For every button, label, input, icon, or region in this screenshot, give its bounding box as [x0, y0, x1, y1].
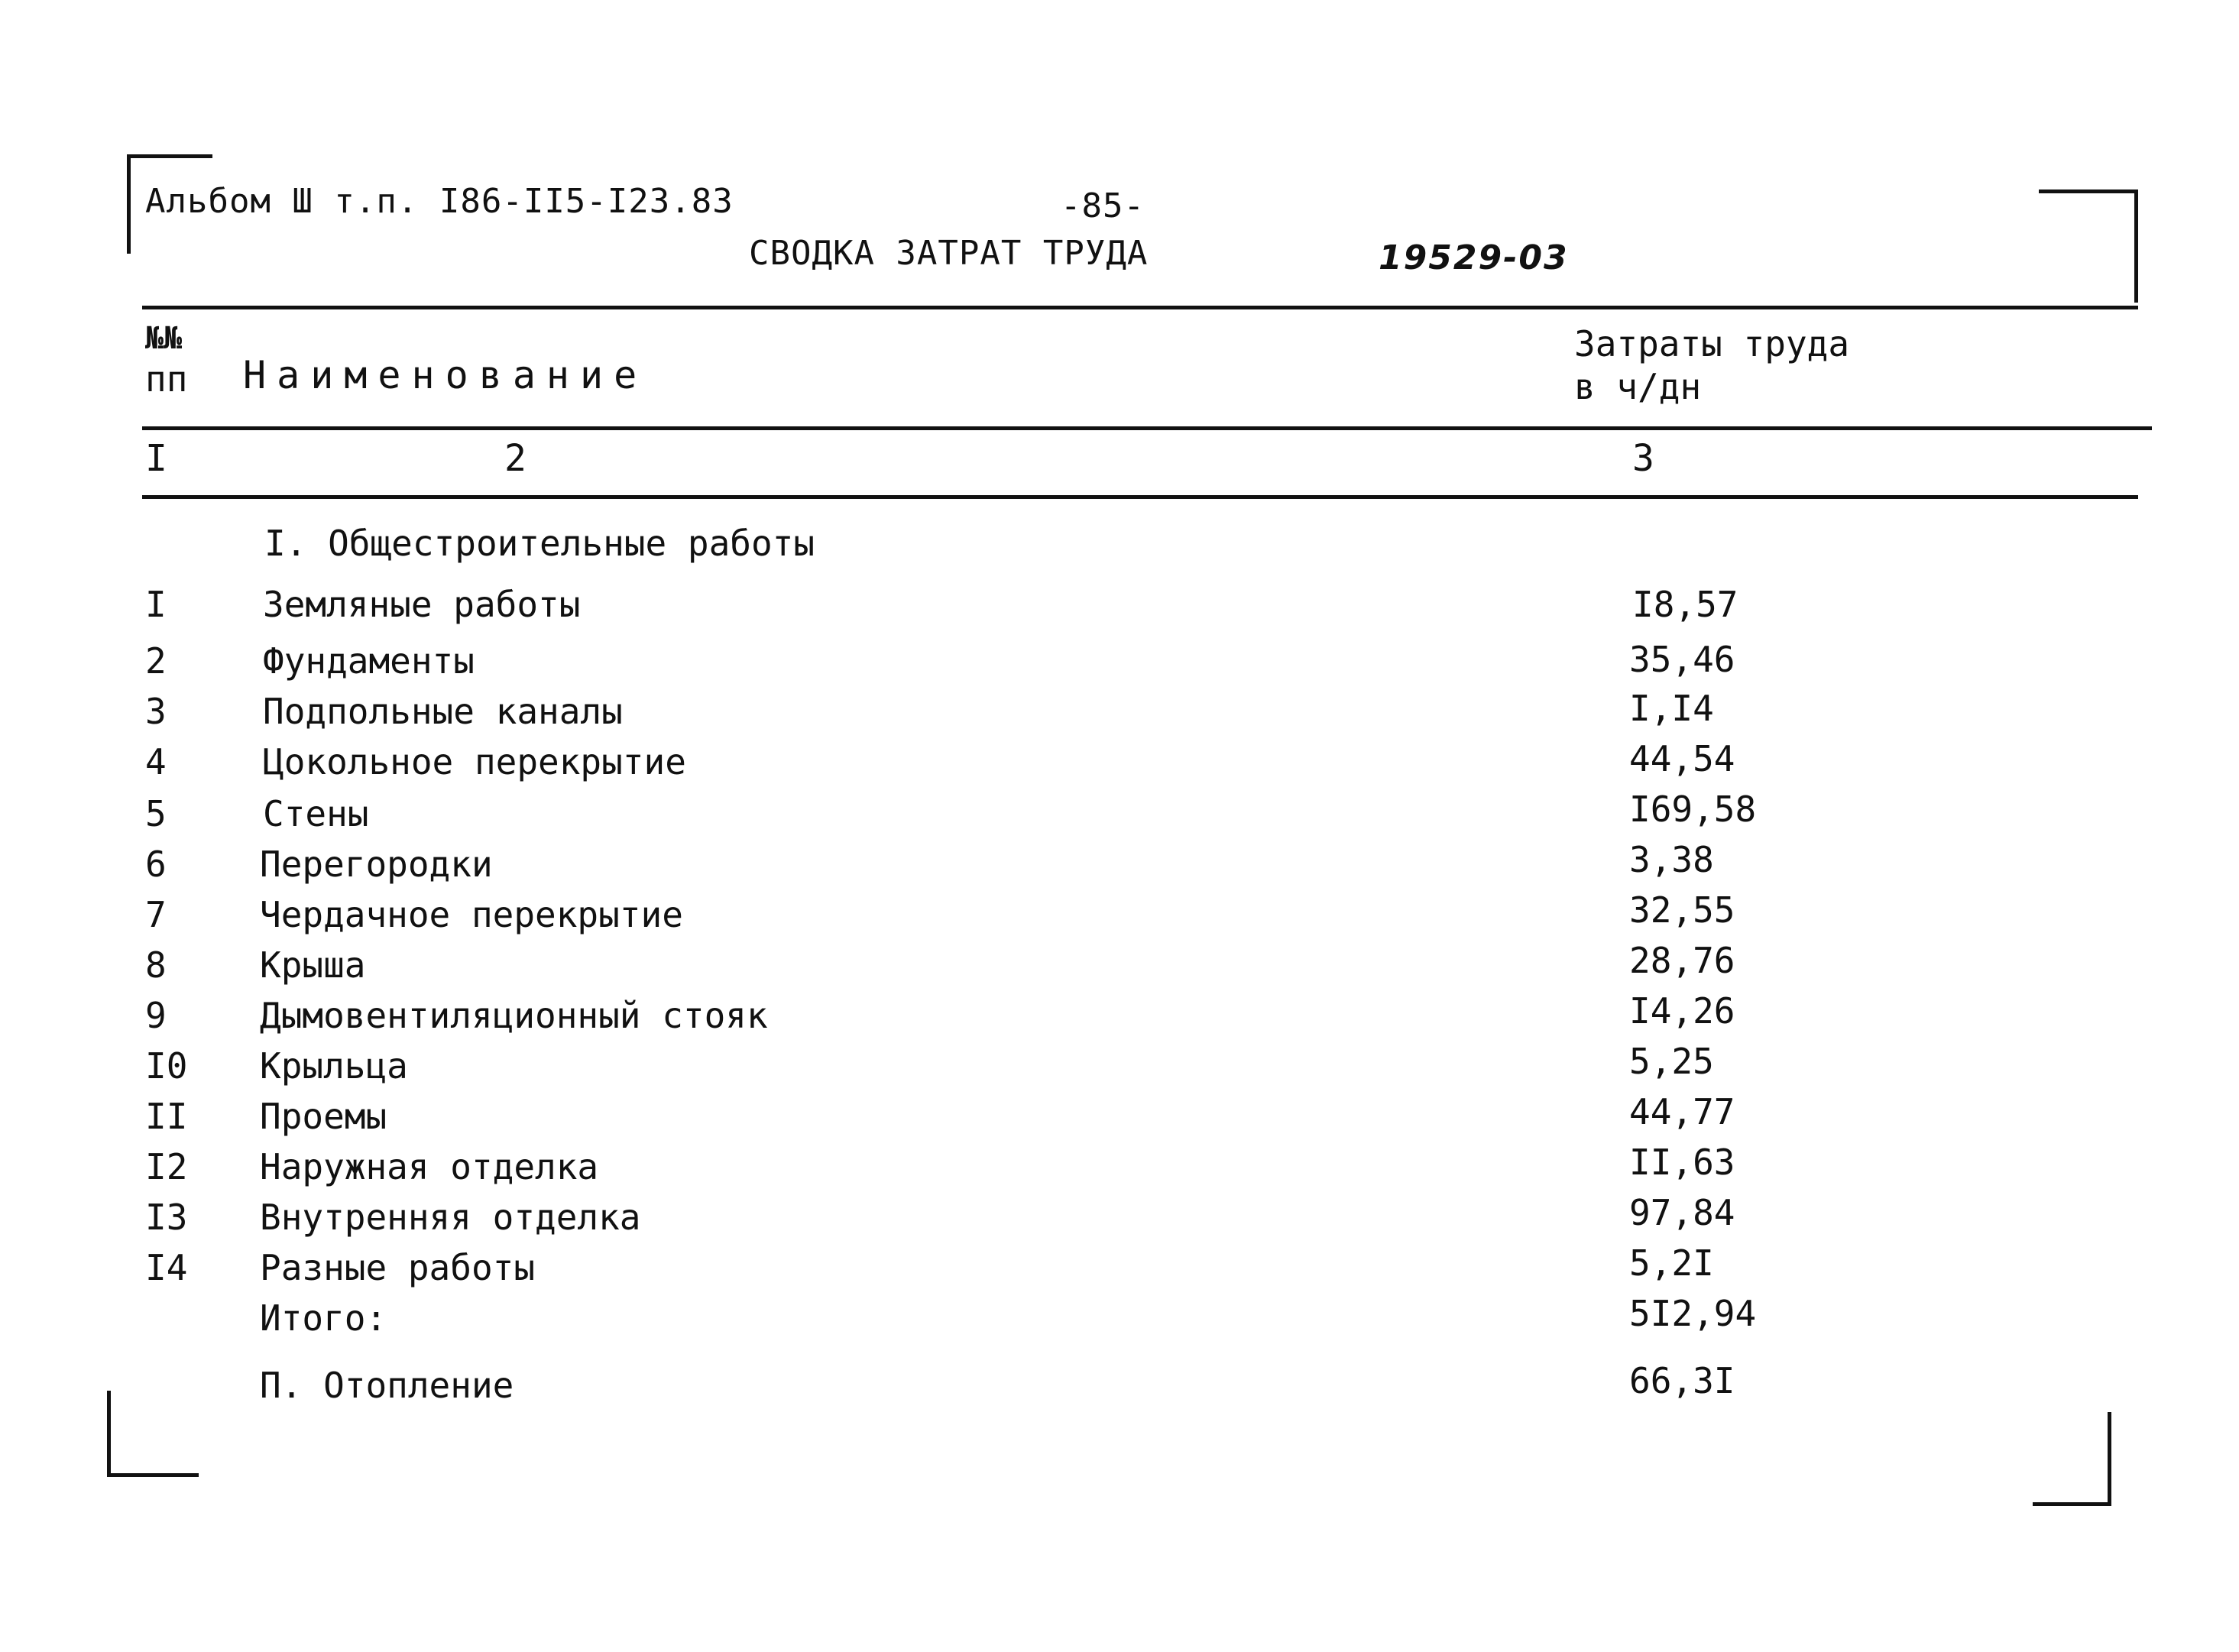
- row-number: 5: [145, 793, 167, 834]
- row-number: 4: [145, 741, 167, 782]
- row-value: 32,55: [1629, 889, 1735, 931]
- corner-bracket-bottom-left-v: [107, 1391, 111, 1476]
- album-reference: Альбом Ш т.п. I86-II5-I23.83: [145, 182, 734, 221]
- num-column-header-line2: пп: [145, 358, 188, 400]
- row-number: 6: [145, 844, 167, 885]
- row-value: I69,58: [1629, 789, 1757, 830]
- num-column-header-line1: №№: [145, 321, 183, 356]
- row-name: Подпольные каналы: [263, 691, 623, 732]
- document-code: 19529-03: [1379, 238, 1569, 277]
- row-name: Крыльца: [260, 1045, 408, 1087]
- row-name: Внутренняя отделка: [260, 1197, 641, 1238]
- row-name: Фундаменты: [263, 640, 475, 682]
- corner-bracket-top-left-h: [127, 154, 212, 158]
- row-value: 44,77: [1629, 1091, 1735, 1132]
- page-title: СВОДКА ЗАТРАТ ТРУДА: [749, 234, 1149, 273]
- total-label: Итого:: [260, 1297, 387, 1339]
- section-title: П. Отопление: [260, 1365, 514, 1406]
- row-name: Разные работы: [260, 1247, 536, 1288]
- row-number: 2: [145, 640, 167, 682]
- cost-column-header: [1574, 322, 1849, 408]
- row-number: 9: [145, 995, 167, 1036]
- row-value: 5,2I: [1629, 1242, 1714, 1284]
- row-value: 3,38: [1629, 839, 1714, 880]
- page-number: -85-: [1061, 186, 1145, 225]
- row-number: 8: [145, 944, 167, 986]
- cost-column-header-line2: в ч/дн: [1574, 366, 1702, 407]
- row-name: Проемы: [260, 1096, 387, 1137]
- total-value: 5I2,94: [1629, 1293, 1757, 1334]
- row-number: 7: [145, 894, 167, 935]
- section-title: I. Общестроительные работы: [264, 523, 815, 564]
- row-value: II,63: [1629, 1142, 1735, 1183]
- row-name: Крыша: [260, 944, 366, 986]
- num-column-header: [145, 319, 187, 400]
- corner-bracket-top-right-h: [2039, 189, 2138, 193]
- row-number: I3: [145, 1197, 188, 1238]
- table-colnum-rule: [142, 495, 2138, 499]
- row-value: I,I4: [1629, 688, 1714, 729]
- row-name: Перегородки: [260, 844, 493, 885]
- row-number: I: [145, 584, 167, 625]
- row-value: 97,84: [1629, 1192, 1735, 1233]
- row-number: I0: [145, 1045, 188, 1087]
- name-column-header: Наименование: [243, 353, 648, 397]
- row-number: II: [145, 1096, 188, 1137]
- row-value: 35,46: [1629, 639, 1735, 680]
- section-value: 66,3I: [1629, 1360, 1735, 1401]
- row-name: Чердачное перекрытие: [260, 894, 683, 935]
- row-value: 5,25: [1629, 1041, 1714, 1082]
- row-name: Земляные работы: [263, 584, 581, 625]
- row-name: Дымовентиляционный стояк: [260, 995, 768, 1036]
- row-name: Стены: [263, 793, 369, 834]
- row-number: 3: [145, 691, 167, 732]
- row-number: I2: [145, 1146, 188, 1187]
- row-value: I4,26: [1629, 990, 1735, 1032]
- row-name: Наружная отделка: [260, 1146, 599, 1187]
- table-header-rule: [142, 426, 2152, 430]
- corner-bracket-top-left-v: [127, 154, 131, 254]
- row-name: Цокольное перекрытие: [263, 741, 686, 782]
- cost-column-header-line1: Затраты труда: [1574, 323, 1850, 364]
- row-value: I8,57: [1632, 584, 1738, 625]
- row-number: I4: [145, 1247, 188, 1288]
- row-value: 28,76: [1629, 940, 1735, 981]
- column-number-2: 2: [504, 437, 527, 480]
- table-top-rule: [142, 306, 2138, 309]
- corner-bracket-bottom-right-h: [2033, 1502, 2111, 1506]
- corner-bracket-top-right-v: [2134, 189, 2138, 303]
- corner-bracket-bottom-left-h: [107, 1473, 199, 1477]
- corner-bracket-bottom-right-v: [2108, 1412, 2111, 1505]
- row-value: 44,54: [1629, 738, 1735, 779]
- column-number-1: I: [145, 437, 167, 480]
- column-number-3: 3: [1632, 437, 1654, 480]
